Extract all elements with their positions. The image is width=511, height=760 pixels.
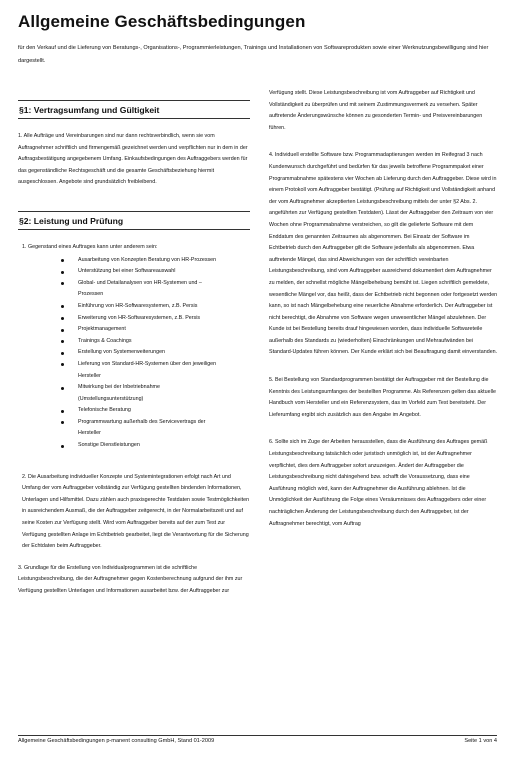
section-2-paragraph-2: 2. Die Ausarbeitung individueller Konzepte und Systemintegrationen erfolgt nach Art und Umfang der vom Auftraggeber vollständig zur Verfügung gestellten bindenden Informationen, Unterlagen und Hilfsmittel. Dazu zählen auch praxisgerechte Testdaten sowie Testmöglichkeiten in ausreichendem Ausmaß, die der Auftraggeber zeitgerecht, in der Normalarbeitszeit und auf seine Kosten zur Verfügung stellt. Wird vom Auftraggeber bereits auf der zum Test zur Verfügung gestellten Anlage im Echtbetrieb gearbeitet, liegt die Verantwortung für die Sicherung der Echtdaten beim Auftraggeber. [22,473,250,550]
list-item: Sonstige Dienstleistungen [18,440,218,452]
list-item: Erstellung von Systemerweiterungen [18,347,218,359]
list-item: Ausarbeitung von Konzepten Beratung von HR-Prozessen [18,255,218,267]
section-2-paragraph-3: 3. Grundlage für die Erstellung von Individualprogrammen ist die schriftliche Leistungsbeschreibung, die der Auftragnehmer gegen Kostenberechnung aufgrund der ihm zur Verfügung gestellten Unterlagen und Informationen ausarbeitet bzw. der Auftraggeber zur [18,564,243,594]
list-item: Global- und Detailanalysen von HR-Systemen und –Prozessen [18,278,218,301]
list-item: Einführung von HR-Softwaresystemen, z.B. Persis [18,301,218,313]
list-item: Erweiterung von HR-Softwaresystemen, z.B. Persis [18,313,218,325]
section-1-heading: §1: Vertragsumfang und Gültigkeit [18,100,250,119]
footer-document-info: Allgemeine Geschäftsbedingungen p-manent consulting GmbH, Stand 01-2009 [18,738,215,744]
right-column [269,88,498,530]
list-item: Lieferung von Standard-HR-Systemen über den jeweiligen Hersteller [18,359,218,382]
section-2-paragraph-3-continued: Verfügung stellt. Diese Leistungsbeschreibung ist vom Auftraggeber auf Richtigkeit und Vollständigkeit zu überprüfen und mit seinem Zustimmungsvermerk zu versehen. Später auftretende Änderungswünsche können zu gesonderten Termin- und Preisvereinbarungen führen. [269,90,483,131]
section-2-list-intro: 1. Gegenstand eines Auftrages kann unter anderem sein: [22,243,158,250]
section-2-heading: §2: Leistung und Prüfung [18,211,250,230]
intro-paragraph: für den Verkauf und die Lieferung von Beratungs-, Organisations-, Programmierleistungen, Trainings und Installationen von Softwareprodukten sowie einer Werknutzungsbewilligung sind hier dargestellt. [18,45,489,64]
list-item: Trainings & Coachings [18,336,218,348]
list-item: Mitwirkung bei der Inbetriebnahme (Umstellungsunterstützung) [18,382,218,405]
section-2-paragraph-6: 6. Sollte sich im Zuge der Arbeiten herausstellen, dass die Ausführung des Auftrages gemäß Leistungsbeschreibung tatsächlich oder juristisch unmöglich ist, ist der Auftragnehmer verpflichtet, dies dem Auftraggeber sofort anzuzeigen. Ändert der Auftraggeber die Leistungsbeschreibung nicht dahingehend bzw. schafft die Voraussetzung, dass eine Ausführung möglich wird, kann der Auftragnehmer die Ausführung ablehnen. Ist die Unmöglichkeit der Ausführung die Folge eines Versäumnisses des Auftraggebers oder einer nachträglichen Änderung der Leistungsbeschreibung durch den Auftraggeber, ist der Auftragnehmer berechtigt, vom Auftrag [269,439,488,527]
service-list [18,255,250,452]
section-1-paragraph-1: 1. Alle Aufträge und Vereinbarungen sind nur dann rechtsverbindlich, wenn sie vom Auftragnehmer schriftlich und firmengemäß gezeichnet werden und verpflichten nur in dem in der Auftragsbestätigung angegebenem Umfang. Einkaufsbedingungen des Auftraggebers werden für das gegenständliche Rechtsgeschäft und die gesamte Geschäftsbeziehung hiermit ausgeschlossen. Angebote sind grundsätzlich freibleibend. [18,133,248,186]
list-item: Telefonische Beratung [18,405,218,417]
list-item: Unterstützung bei einer Softwareauswahl [18,266,218,278]
left-column [18,94,250,598]
list-item: Projektmanagement [18,324,218,336]
section-2-paragraph-4: 4. Individuell erstellte Software bzw. Programmadaptierungen werden im Reifegrad 3 nach Kundenwunsch durchgeführt und bedürfen für das jeweils betroffene Programmpaket einer Programmabnahme spätestens vier Wochen ab Lieferung durch den Auftraggeber. Diese wird in einem Protokoll vom Auftraggeber bestätigt. (Prüfung auf Richtigkeit und Vollständigkeit anhand der vom Auftragnehmer akzeptierten Leistungsbeschreibung mittels der unter §2 Abs. 2. angeführten zur Verfügung gestellten Testdaten). Lässt der Auftraggeber den Zeitraum von vier Wochen ohne Programmabnahme verstreichen, so gilt die gelieferte Software mit dem Enddatum des genannten Zeitraumes als abgenommen. Bei Einsatz der Software im Echtbetrieb durch den Auftraggeber gilt die Software jedenfalls als abgenommen. Etwa auftretende Mängel, das sind Abweichungen von der schriftlich vereinbarten Leistungsbeschreibung, sind vom Auftraggeber ausreichend dokumentiert dem Auftragnehmer zu melden, der schnellst mögliche Mängelbehebung bemüht ist. Liegen schriftlich gemeldete, wesentliche Mängel vor, das heißt, dass der Echtbetrieb nicht begonnen oder fortgesetzt werden kann, so ist nach Mängelbehebung eine neuerliche Abnahme erforderlich. Der Auftraggeber ist nicht berechtigt, die Abnahme von Software wegen unwesentlicher Mängel abzulehnen. Der Kunde ist bei Bestellung bereits drauf hingewiesen worden, dass individuelle Softwareteile außerhalb des Standards zu (wiederholten) Einschränkungen und Mehraufwänden bei Standard-Updates führen können. Der Kunde erklärt sich bei Beauftragung damit einverstanden. [269,152,498,356]
document-title: Allgemeine Geschäftsbedingungen [18,12,306,31]
section-2-paragraph-5: 5. Bei Bestellung von Standardprogrammen bestätigt der Auftraggeber mit der Bestellung die Kenntnis des Leistungsumfanges der bestellten Programme. Als Referenzen gelten das aktuelle Handbuch vom Hersteller und ein Referenzsystem, das im Vorfeld zum Test bereitsteht. Der Lieferumfang ergibt sich zusätzlich aus den Angabe im Angebot. [269,377,496,418]
footer-page-number: Seite 1 von 4 [464,738,497,744]
page-footer [18,735,497,744]
list-item: Programmwartung außerhalb des Servicevertrags der Hersteller [18,417,218,440]
